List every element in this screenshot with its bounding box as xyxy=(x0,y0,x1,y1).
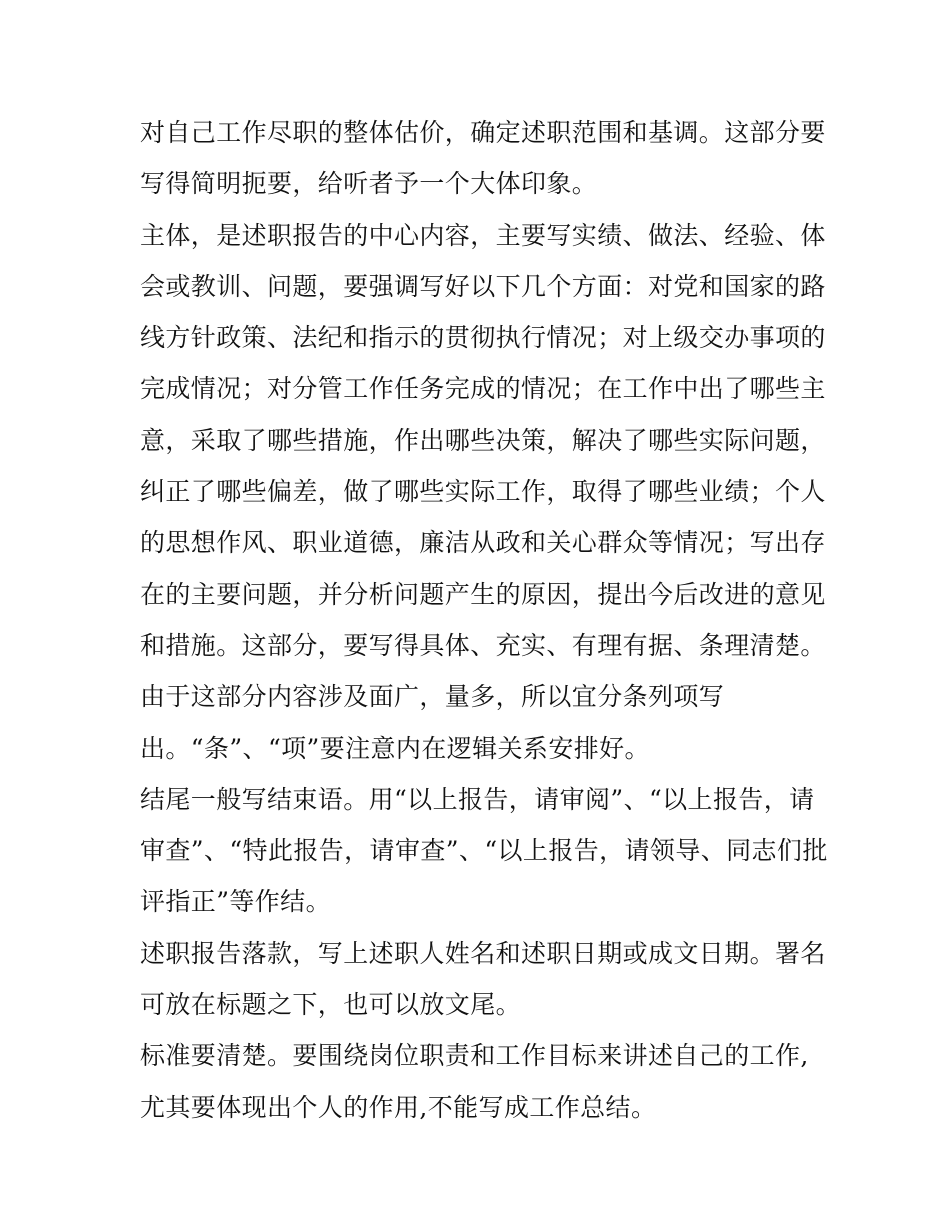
text-line: 由于这部分内容涉及面广，量多，所以宜分条列项写 xyxy=(140,682,725,712)
text-line: 出。“条”、“项”要注意内在逻辑关系安排好。 xyxy=(140,733,650,763)
text-line: 的思想作风、职业道德，廉洁从政和关心群众等情况；写出存 xyxy=(140,528,826,558)
text-line: 意，采取了哪些措施，作出哪些决策，解决了哪些实际问题， xyxy=(140,425,826,455)
text-line: 主体，是述职报告的中心内容，主要写实绩、做法、经验、体 xyxy=(140,220,826,250)
text-line: 线方针政策、法纪和指示的贯彻执行情况；对上级交办事项的 xyxy=(140,323,826,353)
text-line: 和措施。这部分，要写得具体、充实、有理有据、条理清楚。 xyxy=(140,630,826,660)
text-line: 写得简明扼要，给听者予一个大体印象。 xyxy=(140,169,598,199)
text-line: 述职报告落款，写上述职人姓名和述职日期或成文日期。署名 xyxy=(140,938,826,968)
text-line: 对自己工作尽职的整体估价，确定述职范围和基调。这部分要 xyxy=(140,118,826,147)
text-line: 评指正”等作结。 xyxy=(140,887,331,917)
text-line: 尤其要体现出个人的作用,不能写成工作总结。 xyxy=(140,1092,657,1122)
text-line: 会或教训、问题，要强调写好以下几个方面：对党和国家的路 xyxy=(140,271,826,301)
text-line: 纠正了哪些偏差，做了哪些实际工作，取得了哪些业绩；个人 xyxy=(140,477,826,507)
text-line: 完成情况；对分管工作任务完成的情况；在工作中出了哪些主 xyxy=(140,374,826,404)
text-line: 标准要清楚。要围绕岗位职责和工作目标来讲述自己的工作, xyxy=(140,1041,809,1071)
text-line: 审查”、“特此报告，请审查”、“以上报告，请领导、同志们批 xyxy=(140,836,828,866)
text-line: 可放在标题之下，也可以放文尾。 xyxy=(140,990,522,1020)
document-body xyxy=(140,107,828,1133)
text-line: 在的主要问题，并分析问题产生的原因，提出今后改进的意见 xyxy=(140,579,826,609)
text-line: 结尾一般写结束语。用“以上报告，请审阅”、“以上报告，请 xyxy=(140,784,815,814)
